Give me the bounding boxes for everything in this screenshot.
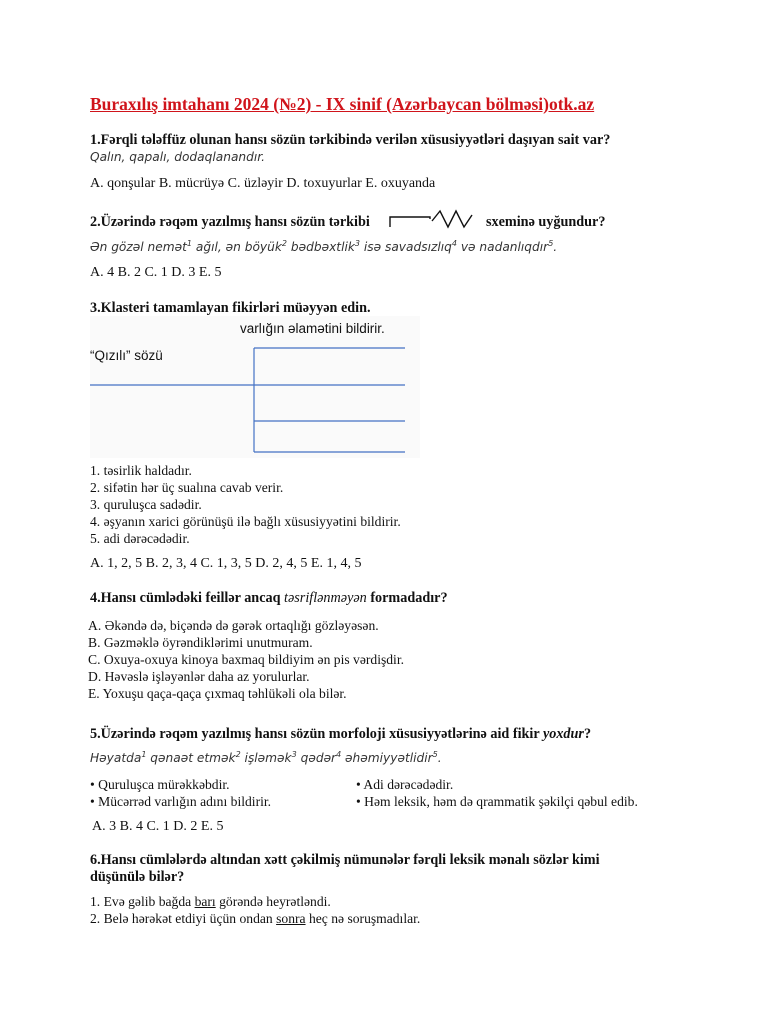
list-item: 2. sifətin hər üç sualına cavab verir. [90, 480, 284, 495]
list-item: C. Oxuya-oxuya kinoya baxmaq bildiyim ən pis vərdişdir. [88, 652, 405, 667]
list-item: 3. quruluşca sadədir. [90, 497, 202, 512]
question-5-sentence: Həyatda$^1$ qənaət etmək$^2$ işləmək$^3$ qədər$^4$ əhəmiyyətlidir$^5$. [90, 749, 442, 765]
question-5-answers: A. 3 B. 4 C. 1 D. 2 E. 5 [92, 819, 224, 834]
question-3-answers: A. 1, 2, 5 B. 2, 3, 4 C. 1, 3, 5 D. 2, 4, 5 E. 1, 4, 5 [90, 556, 362, 571]
list-item: D. Həvəslə işləyənlər daha az yorulurlar. [88, 669, 310, 684]
question-1-hint: Qalın, qapalı, dodaqlanandır. [90, 150, 266, 164]
cluster-top-label: varlığın əlamətini bildirir. [240, 321, 385, 336]
question-4: 4.Hansı cümlədəki feillər ancaq təsriflənməyən formadadır? [90, 590, 448, 606]
question-2-part-b: sxeminə uyğundur? [486, 214, 606, 230]
list-item: 2. Belə hərəkət etdiyi üçün ondan sonra heç nə soruşmadılar. [90, 911, 421, 926]
question-6-line-1: 6.Hansı cümlələrdə altından xətt çəkilmiş nümunələr fərqli leksik mənalı sözlər kimi [90, 852, 600, 868]
question-6-line-2: düşünülə bilər? [90, 869, 185, 885]
cluster-left-label: “Qızılı” sözü [90, 348, 163, 363]
list-item: 1. Evə gəlib bağda barı görəndə heyrətləndi. [90, 894, 331, 909]
list-item: B. Gəzməklə öyrəndiklərimi unutmuram. [88, 635, 313, 650]
cluster-lines [90, 316, 420, 458]
question-1: 1.Fərqli tələffüz olunan hansı sözün tərkibində verilən xüsusiyyətləri daşıyan sait var? [90, 132, 611, 148]
question-2-sentence: Ən gözəl nemət$^1$ ağıl, ən böyük$^2$ bədbəxtlik$^3$ isə savadsızlıq$^4$ və nadanlıqdır$^5$. [90, 238, 558, 254]
question-3: 3.Klasteri tamamlayan fikirləri müəyyən edin. [90, 300, 371, 316]
list-item: • Adi dərəcədədir. [356, 777, 454, 792]
list-item: A. Əkəndə də, biçəndə də gərək ortaqlığı gözləyəsən. [88, 618, 379, 633]
exam-title[interactable]: Buraxılış imtahanı 2024 (№2) - IX sinif (Azərbaycan bölməsi)otk.az [90, 94, 595, 114]
question-5: 5.Üzərində rəqəm yazılmış hansı sözün morfoloji xüsusiyyətlərinə aid fikir yoxdur? [90, 726, 592, 742]
question-1-answers: A. qonşular B. mücrüyə C. üzləyir D. toxuyurlar E. oxuyanda [90, 176, 436, 191]
list-item: 1. təsirlik haldadır. [90, 463, 192, 478]
question-2-answers: A. 4 B. 2 C. 1 D. 3 E. 5 [90, 265, 222, 280]
list-item: 4. əşyanın xarici görünüşü ilə bağlı xüsusiyyətini bildirir. [90, 514, 401, 529]
word-structure-schema-icon [388, 207, 478, 229]
cluster-diagram [90, 316, 420, 458]
question-2-part-a: 2.Üzərində rəqəm yazılmış hansı sözün tərkibi [90, 214, 370, 230]
list-item: E. Yoxuşu qaça-qaça çıxmaq təhlükəli ola bilər. [88, 686, 347, 701]
list-item: • Mücərrəd varlığın adını bildirir. [90, 794, 272, 809]
list-item: • Həm leksik, həm də qrammatik şəkilçi qəbul edib. [356, 794, 638, 809]
list-item: • Quruluşca mürəkkəbdir. [90, 777, 230, 792]
list-item: 5. adi dərəcədədir. [90, 531, 190, 546]
